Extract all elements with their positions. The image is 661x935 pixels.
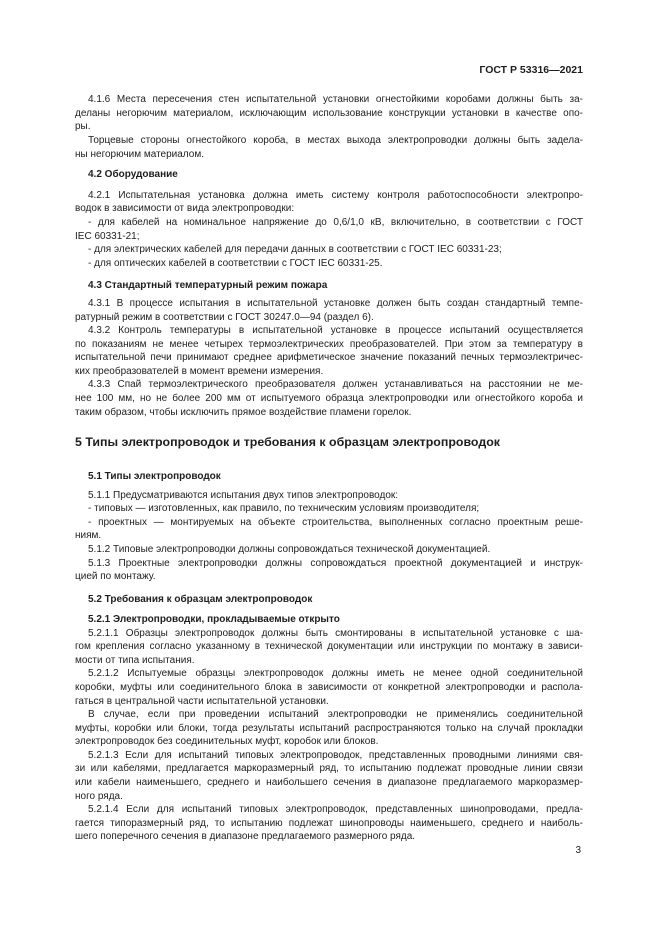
text-line: водок в зависимости от вида электропроводки: — [75, 203, 295, 215]
paragraph-5-1-2 — [75, 543, 583, 557]
paragraph-4-2-1 — [75, 189, 583, 216]
text-line: ратурный режим в соответствии с ГОСТ 30247.0—94 (раздел 6). — [75, 311, 374, 323]
text-line: таким образом, чтобы исключить прямое воздействие пламени горелок. — [75, 406, 412, 418]
paragraph-5-2-1-2-note — [75, 708, 583, 749]
list-item — [75, 502, 583, 516]
text-line: муфты, коробки или блоки, тогда результаты испытаний распространяются только на случай прокладки — [75, 722, 583, 734]
text-line: гаться в центральной части испытательной установки. — [75, 695, 329, 707]
text-line: ны негорючим материалом. — [75, 148, 204, 160]
text-line: 4.1.6 Места пересечения стен испытательной установки огнестойкими коробами должны быть за- — [88, 94, 583, 106]
paragraph-4-1-6 — [75, 93, 583, 134]
text-line: ного ряда. — [75, 790, 123, 802]
text-line: - для кабелей на номинальное напряжение до 0,6/1,0 кВ, включительно, в соответствии с ГОСТ — [88, 216, 583, 228]
text-line: - проектных — монтируемых на объекте строительства, выполненных согласно проектным реше- — [88, 516, 583, 528]
text-line: 5.1.2 Типовые электропроводки должны сопровождаться технической документацией. — [88, 544, 491, 555]
subsection-heading-4-3: 4.3 Стандартный температурный режим пожара — [88, 280, 328, 292]
text-line: 5.2.1.4 Если для испытаний типовых электропроводок, представленных шинопроводами, предла- — [88, 804, 583, 816]
text-line: испытательной печи принимают среднее арифметическое значение показаний печных термоэлектричес- — [75, 352, 583, 364]
text-line: 5.2.1.3 Если для испытаний типовых электропроводок, представленных проводными линиями свя- — [88, 749, 583, 761]
text-line: 4.3.3 Спай термоэлектрического преобразователя должен устанавливаться на расстоянии не ме- — [88, 379, 583, 391]
paragraph-5-2-1-1 — [75, 627, 583, 668]
page-body — [75, 93, 583, 844]
text-line: - типовых — изготовленных, как правило, по техническим условиям производителя; — [88, 503, 480, 515]
text-line: зи или кабелями, предлагается маркоразмерный ряд, то испытанию подлежат проводные линии связи — [75, 763, 583, 775]
document-id: ГОСТ Р 53316—2021 — [479, 64, 583, 76]
text-line: ких преобразователей в момент времени измерения. — [75, 365, 324, 377]
text-line: гом крепления согласно указанному в технической документации или инструкции по монтажу в зависи- — [75, 641, 583, 653]
text-line: ры. — [75, 121, 91, 133]
text-line: шего поперечного сечения в диапазоне предлагаемого размерного ряда. — [75, 831, 416, 843]
text-line: по показаниям не менее четырех термоэлектрических преобразователей. При этом за температуру в — [75, 338, 583, 350]
subsection-heading-5-1: 5.1 Типы электропроводок — [88, 471, 221, 483]
text-line: В случае, если при проведении испытаний электропроводки не применялись соединительной — [88, 709, 583, 721]
text-line: нее 100 мм, но не более 200 мм от испытуемого образца электропроводки или огнестойкого короба и — [75, 393, 583, 405]
text-line: - для электрических кабелей для передачи данных в соответствии с ГОСТ IEC 60331-23; — [88, 244, 502, 256]
text-line: - для оптических кабелей в соответствии с ГОСТ IEC 60331-25. — [88, 257, 383, 269]
subsection-heading-4-2: 4.2 Оборудование — [88, 169, 178, 181]
text-line: ниям. — [75, 530, 102, 542]
text-line: IEC 60331-21; — [75, 230, 140, 242]
text-line: мости от типа испытания. — [75, 654, 195, 666]
paragraph-5-1-1 — [75, 489, 583, 503]
paragraph-4-1-6-end-faces — [75, 134, 583, 161]
text-line: коробки, муфты или соединительного блока в зависимости от конкретной электропроводки и распола- — [75, 681, 583, 693]
paragraph-4-3-1 — [75, 297, 583, 324]
paragraph-5-2-1-3 — [75, 749, 583, 803]
subsection-heading-5-2: 5.2 Требования к образцам электропроводок — [88, 593, 313, 605]
page-number: 3 — [575, 845, 581, 856]
text-line: электропроводок без соединительных муфт, коробок или блоков. — [75, 736, 379, 748]
text-line: 5.1.1 Предусматриваются испытания двух типов электропроводок: — [88, 489, 399, 501]
text-line: 4.2.1 Испытательная установка должна иметь систему контроля работоспособности электропро- — [88, 189, 583, 201]
list-item — [75, 516, 583, 543]
list-item — [75, 257, 583, 271]
paragraph-5-2-1-4 — [75, 803, 583, 844]
text-line: гается типоразмерный ряд, то испытанию подлежат шинопроводы наименьшего, среднего и наиболь- — [75, 817, 583, 829]
text-line: цией по монтажу. — [75, 571, 156, 583]
paragraph-5-2-1-2 — [75, 667, 583, 708]
text-line: 5.2.1.1 Образцы электропроводок должны быть смонтированы в испытательной установке с ша- — [88, 627, 583, 639]
paragraph-5-1-3 — [75, 557, 583, 584]
paragraph-4-3-2 — [75, 324, 583, 378]
text-line: деланы негорючим материалом, исключающим использование конструкции установки в качестве опо- — [75, 107, 583, 119]
text-line: Торцевые стороны огнестойкого короба, в местах выхода электропроводки должны быть задела- — [88, 134, 583, 146]
text-line: 4.3.2 Контроль температуры в испытательной установке в процессе испытаний осуществляется — [88, 325, 583, 337]
subsection-heading-5-2-1: 5.2.1 Электропроводки, прокладываемые открыто — [88, 613, 340, 625]
text-line: 5.2.1.2 Испытуемые образцы электропроводок должны иметь не менее одной соединительной — [88, 668, 583, 680]
list-item — [75, 216, 583, 243]
text-line: 5.1.3 Проектные электропроводки должны сопровождаться проектной документацией и инструк- — [88, 557, 583, 569]
section-heading-5: 5 Типы электропроводок и требования к образцам электропроводок — [75, 434, 500, 449]
list-item — [75, 243, 583, 257]
text-line: или кабели наименьшего, среднего и наибольшего сечения в диапазоне предлагаемого маркоразмер- — [75, 777, 583, 789]
paragraph-4-3-3 — [75, 378, 583, 419]
text-line: 4.3.1 В процессе испытания в испытательной установке должен быть создан стандартный темпе- — [88, 297, 583, 309]
